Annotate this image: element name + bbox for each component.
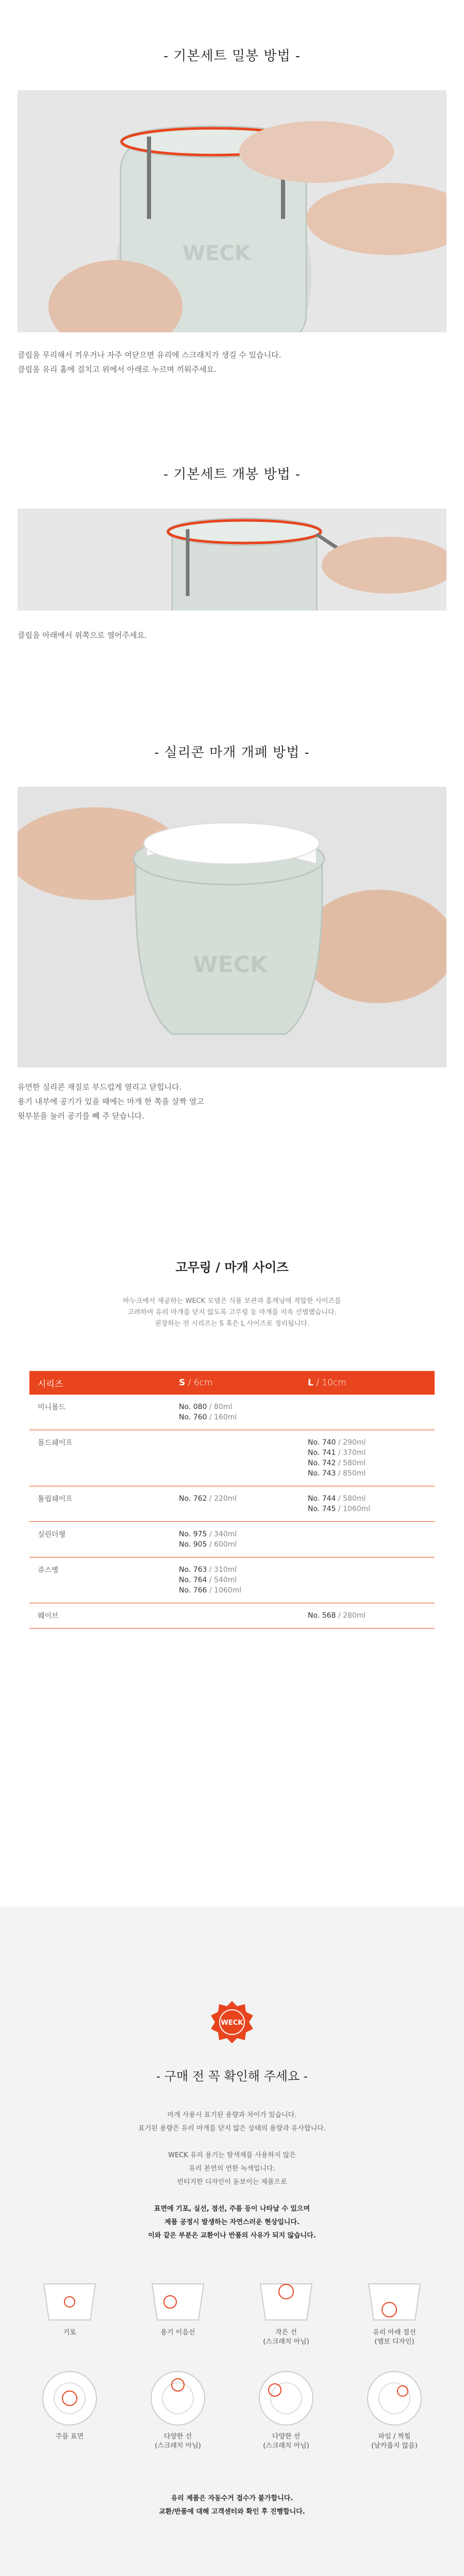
header-s-size: / 6cm bbox=[188, 1378, 213, 1388]
header-l bbox=[308, 1378, 435, 1388]
header-s-label: S bbox=[179, 1378, 186, 1388]
defect-label: 파임 / 찍힘 bbox=[378, 2433, 411, 2441]
model-number: No. 764 bbox=[179, 1576, 207, 1584]
model-entry bbox=[308, 1448, 435, 1458]
model-entry bbox=[179, 1412, 308, 1422]
model-number: No. 742 bbox=[308, 1459, 336, 1467]
model-number: No. 762 bbox=[179, 1495, 207, 1503]
open-caption-line: 클립을 아래에서 위쪽으로 열어주세요. bbox=[18, 631, 147, 640]
size-table-row bbox=[29, 1522, 435, 1557]
dotted-line-icon bbox=[363, 2279, 425, 2325]
section-silicone bbox=[0, 742, 464, 1123]
model-number: No. 905 bbox=[179, 1540, 207, 1549]
model-number: No. 080 bbox=[179, 1403, 207, 1411]
size-table-body bbox=[29, 1395, 435, 1629]
notice-footer-line: 교환/반품에 대해 고객센터와 확인 후 진행합니다. bbox=[159, 2508, 305, 2516]
notice-line: 이와 같은 부분은 교환이나 반품의 사유가 되지 않습니다. bbox=[148, 2232, 316, 2240]
defect-item bbox=[356, 2367, 433, 2451]
model-volume: / 80ml bbox=[209, 1403, 233, 1411]
header-l-size: / 10cm bbox=[316, 1378, 346, 1388]
defect-sub: (날카롭지 않음) bbox=[371, 2442, 418, 2450]
model-number: No. 743 bbox=[308, 1469, 336, 1478]
size-s-cell bbox=[179, 1494, 308, 1514]
defect-label: 기포 bbox=[63, 2329, 76, 2336]
model-volume: / 220ml bbox=[209, 1495, 237, 1503]
sizes-intro-line: 바누크에서 제공하는 WECK 모델은 식품 보관과 홈캐닝에 적합한 사이즈를 bbox=[123, 1297, 341, 1305]
section-sizes bbox=[0, 1257, 464, 1629]
model-number: No. 745 bbox=[308, 1505, 336, 1513]
defect-sub: (엠보 디자인) bbox=[374, 2338, 415, 2346]
notice-footer-line: 유리 제품은 자동수거 접수가 불가합니다. bbox=[171, 2495, 293, 2502]
model-number: No. 741 bbox=[308, 1449, 336, 1457]
sizes-intro bbox=[0, 1296, 464, 1330]
series-name: 웨이브 bbox=[38, 1612, 59, 1620]
defect-item bbox=[139, 2279, 217, 2347]
svg-text:WECK: WECK bbox=[193, 952, 268, 978]
model-entry bbox=[308, 1468, 435, 1479]
defect-label: 다양한 선 bbox=[272, 2433, 301, 2441]
notice-line: WECK 유리 용기는 탈색제를 사용하지 않은 bbox=[168, 2151, 296, 2159]
weck-logo-text: WECK bbox=[221, 2019, 243, 2027]
model-entry bbox=[308, 1494, 435, 1504]
size-l-cell bbox=[308, 1494, 435, 1514]
notice-para1 bbox=[0, 2109, 464, 2136]
model-volume: / 540ml bbox=[209, 1576, 237, 1584]
model-number: No. 975 bbox=[179, 1530, 207, 1538]
model-number: No. 568 bbox=[308, 1612, 336, 1620]
notice-line: 표기된 용량은 유리 마개를 닫지 않은 상태의 용량과 유사합니다. bbox=[138, 2125, 326, 2132]
wrinkle-icon bbox=[39, 2367, 101, 2429]
model-volume: / 600ml bbox=[209, 1540, 237, 1549]
series-name: 실린더형 bbox=[38, 1531, 66, 1539]
notice-box bbox=[0, 1906, 464, 2576]
model-number: No. 740 bbox=[308, 1438, 336, 1447]
weck-logo bbox=[209, 1999, 255, 2045]
model-volume: / 280ml bbox=[338, 1612, 366, 1620]
silicone-caption-line: 윗부분을 눌러 공기를 빼 주 닫습니다. bbox=[18, 1111, 144, 1121]
series-name: 튤립쉐이프 bbox=[38, 1495, 73, 1503]
seal-caption-line: 클립을 무리해서 끼우거나 자주 여닫으면 유리에 스크래치가 생길 수 있습니다. bbox=[18, 350, 281, 360]
silicone-caption bbox=[18, 1080, 446, 1123]
model-volume: / 580ml bbox=[338, 1495, 366, 1503]
model-entry bbox=[179, 1494, 308, 1504]
model-entry bbox=[179, 1575, 308, 1585]
open-photo bbox=[18, 509, 446, 611]
silicone-caption-line: 유연한 실리콘 재질로 부드럽게 열리고 닫힙니다. bbox=[18, 1082, 182, 1092]
sizes-intro-line: 권장하는 전 시리즈는 S 혹은 L 사이즈로 정리됩니다. bbox=[155, 1320, 309, 1328]
notice-line: 표면에 기포, 실선, 점선, 주름 등이 나타날 수 있으며 bbox=[154, 2205, 310, 2213]
size-s-cell bbox=[179, 1437, 308, 1479]
defect-icons-row-1 bbox=[31, 2279, 433, 2347]
size-table bbox=[29, 1371, 435, 1629]
model-volume: / 1060ml bbox=[338, 1505, 371, 1513]
defect-item bbox=[247, 2367, 325, 2451]
size-s-cell bbox=[179, 1611, 308, 1621]
size-table-row bbox=[29, 1486, 435, 1522]
silicone-caption-line: 용기 내부에 공기가 있을 때에는 마개 한 쪽을 살짝 열고 bbox=[18, 1097, 204, 1106]
model-volume: / 340ml bbox=[209, 1530, 237, 1538]
size-l-cell bbox=[308, 1437, 435, 1479]
defect-item bbox=[31, 2367, 108, 2451]
size-s-cell bbox=[179, 1402, 308, 1422]
size-s-cell bbox=[179, 1529, 308, 1550]
model-number: No. 760 bbox=[179, 1413, 207, 1421]
model-volume: / 370ml bbox=[338, 1449, 366, 1457]
sizes-intro-line: 고려하여 유리 마개를 닫지 않도록 고무링 등 마개를 지속 선별했습니다. bbox=[127, 1309, 337, 1316]
seam-icon bbox=[147, 2279, 209, 2325]
notice-para2 bbox=[0, 2149, 464, 2189]
section-open-title: - 기본세트 개봉 방법 - bbox=[163, 467, 301, 482]
section-seal bbox=[0, 0, 464, 377]
seal-photo bbox=[18, 90, 446, 332]
series-name: 쥬스병 bbox=[38, 1566, 59, 1574]
defect-label: 다양한 선 bbox=[163, 2433, 192, 2441]
notice-para3 bbox=[0, 2202, 464, 2243]
model-number: No. 763 bbox=[179, 1566, 207, 1574]
model-entry bbox=[179, 1529, 308, 1539]
size-table-header bbox=[29, 1371, 435, 1395]
various-line-icon bbox=[255, 2367, 317, 2429]
defect-label: 유리 아래 점선 bbox=[373, 2329, 416, 2336]
sizes-title: 고무링 / 마개 사이즈 bbox=[175, 1260, 289, 1275]
notice-line: 빈티지한 디자인이 돋보이는 제품으로 bbox=[177, 2178, 287, 2186]
size-table-row bbox=[29, 1430, 435, 1486]
defect-sub: (스크래치 아님) bbox=[155, 2442, 201, 2450]
defect-sub: (스크래치 아님) bbox=[263, 2442, 309, 2450]
svg-text:WECK: WECK bbox=[183, 242, 251, 265]
model-volume: / 850ml bbox=[338, 1469, 366, 1478]
notice-title: - 구매 전 꼭 확인해 주세요 - bbox=[156, 2069, 308, 2083]
model-entry bbox=[308, 1437, 435, 1448]
header-l-label: L bbox=[308, 1378, 313, 1388]
model-entry bbox=[308, 1504, 435, 1514]
series-name: 미니몰드 bbox=[38, 1403, 66, 1412]
section-silicone-title: - 실리콘 마개 개폐 방법 - bbox=[154, 745, 310, 760]
seal-caption bbox=[18, 348, 446, 377]
model-volume: / 1060ml bbox=[209, 1586, 242, 1595]
small-line-icon bbox=[255, 2279, 317, 2325]
size-table-row bbox=[29, 1557, 435, 1603]
size-l-cell bbox=[308, 1529, 435, 1550]
model-entry bbox=[179, 1402, 308, 1412]
size-l-cell bbox=[308, 1402, 435, 1422]
defect-sub: (스크래치 아님) bbox=[263, 2338, 309, 2346]
header-s bbox=[179, 1378, 308, 1388]
model-volume: / 310ml bbox=[209, 1566, 237, 1574]
size-l-cell bbox=[308, 1611, 435, 1621]
silicone-photo bbox=[18, 787, 446, 1067]
model-entry bbox=[179, 1585, 308, 1596]
notice-line: 제품 공정시 발생하는 자연스러운 현상입니다. bbox=[164, 2218, 300, 2226]
defect-label: 주름 표면 bbox=[55, 2433, 84, 2441]
section-seal-title: - 기본세트 밀봉 방법 - bbox=[163, 48, 301, 64]
notice-line: 유리 본연의 연한 녹색입니다. bbox=[189, 2165, 275, 2173]
notice-line: 마개 사용시 표기된 용량과 차이가 있습니다. bbox=[167, 2111, 297, 2119]
chip-icon bbox=[363, 2367, 425, 2429]
defect-item bbox=[139, 2367, 217, 2451]
open-caption bbox=[18, 628, 446, 642]
model-volume: / 290ml bbox=[338, 1438, 366, 1447]
section-open bbox=[0, 464, 464, 642]
notice-footer bbox=[0, 2492, 464, 2519]
various-line-icon bbox=[147, 2367, 209, 2429]
header-series: 시리즈 bbox=[38, 1379, 63, 1389]
model-entry bbox=[179, 1539, 308, 1550]
defect-item bbox=[356, 2279, 433, 2347]
seal-caption-line: 클립을 유리 홈에 걸치고 위에서 아래로 누르며 끼워주세요. bbox=[18, 365, 217, 374]
model-entry bbox=[179, 1565, 308, 1575]
model-entry bbox=[308, 1458, 435, 1468]
defect-icons-row-2 bbox=[31, 2367, 433, 2451]
defect-label: 용기 이음선 bbox=[160, 2329, 195, 2336]
defect-item bbox=[247, 2279, 325, 2347]
defect-label: 작은 선 bbox=[275, 2329, 297, 2336]
size-table-row bbox=[29, 1603, 435, 1629]
model-entry bbox=[308, 1611, 435, 1621]
model-volume: / 160ml bbox=[209, 1413, 237, 1421]
model-number: No. 766 bbox=[179, 1586, 207, 1595]
defect-item bbox=[31, 2279, 108, 2347]
bubble-icon bbox=[39, 2279, 101, 2325]
series-name: 몰드쉐이프 bbox=[38, 1439, 73, 1447]
model-number: No. 744 bbox=[308, 1495, 336, 1503]
size-l-cell bbox=[308, 1565, 435, 1596]
model-volume: / 580ml bbox=[338, 1459, 366, 1467]
size-s-cell bbox=[179, 1565, 308, 1596]
size-table-row bbox=[29, 1395, 435, 1430]
